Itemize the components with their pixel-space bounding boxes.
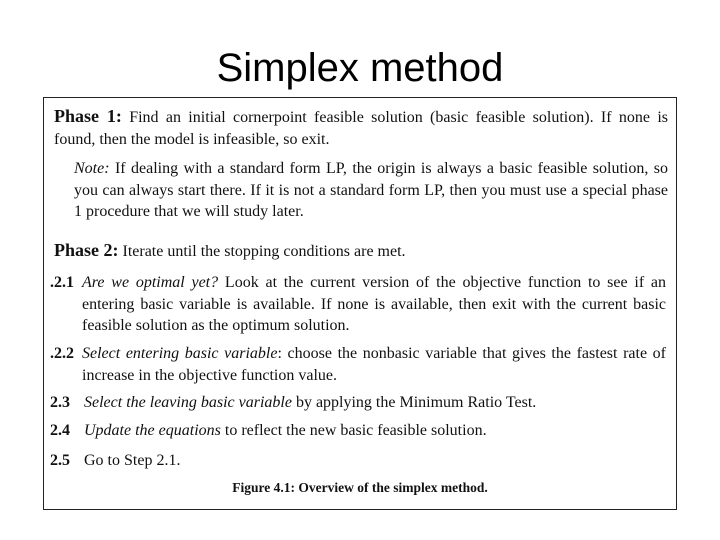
phase1-note (74, 158, 668, 223)
step-italic: Update the equations (84, 422, 221, 439)
step-italic: Select the leaving basic variable (84, 394, 292, 411)
step-number: 2.5 (50, 452, 70, 469)
note-label: Note: (74, 160, 110, 177)
phase1-paragraph (54, 106, 668, 150)
step-italic: Select entering basic variable (82, 345, 278, 362)
step-2-1 (82, 272, 666, 337)
step-text: to reflect the new basic feasible solution. (224, 422, 487, 439)
phase1-label: Phase 1: (54, 106, 122, 126)
step-number: 2.3 (50, 394, 70, 411)
figure-box (43, 97, 677, 510)
step-2-5 (84, 450, 668, 472)
step-text: by applying the Minimum Ratio Test. (295, 394, 537, 411)
figure-caption: Figure 4.1: Overview of the simplex method. (232, 480, 488, 495)
phase2-text: Iterate until the stopping conditions are met. (122, 243, 406, 260)
step-number: 2.4 (50, 422, 70, 439)
step-text: Go to Step 2.1. (84, 452, 181, 469)
step-2-2 (82, 343, 666, 386)
step-number: .2.1 (50, 274, 74, 291)
phase1-text: Find an initial cornerpoint feasible solution (basic feasible solution). If none is found, then the model is infeasible, so exit. (54, 109, 669, 148)
step-2-3 (84, 392, 668, 414)
phase2-label: Phase 2: (54, 240, 119, 260)
step-italic: Are we optimal yet? (82, 274, 219, 291)
step-text: : choose the nonbasic variable that gives the fastest rate of increase in the objective function value. (82, 345, 667, 384)
slide-title: Simplex method (216, 46, 504, 90)
step-number: .2.2 (50, 345, 74, 362)
phase2-paragraph (54, 240, 668, 263)
note-text: If dealing with a standard form LP, the origin is always a basic feasible solution, so you can always start there. If it is not a standard form LP, then you must use a special phase 1 procedure that we will study later. (74, 160, 669, 220)
step-text: Look at the current version of the objective function to see if an entering basic variable is available. If none is available, then exit with the current basic feasible solution as the optimum solution. (82, 274, 667, 334)
step-2-4 (84, 420, 668, 442)
